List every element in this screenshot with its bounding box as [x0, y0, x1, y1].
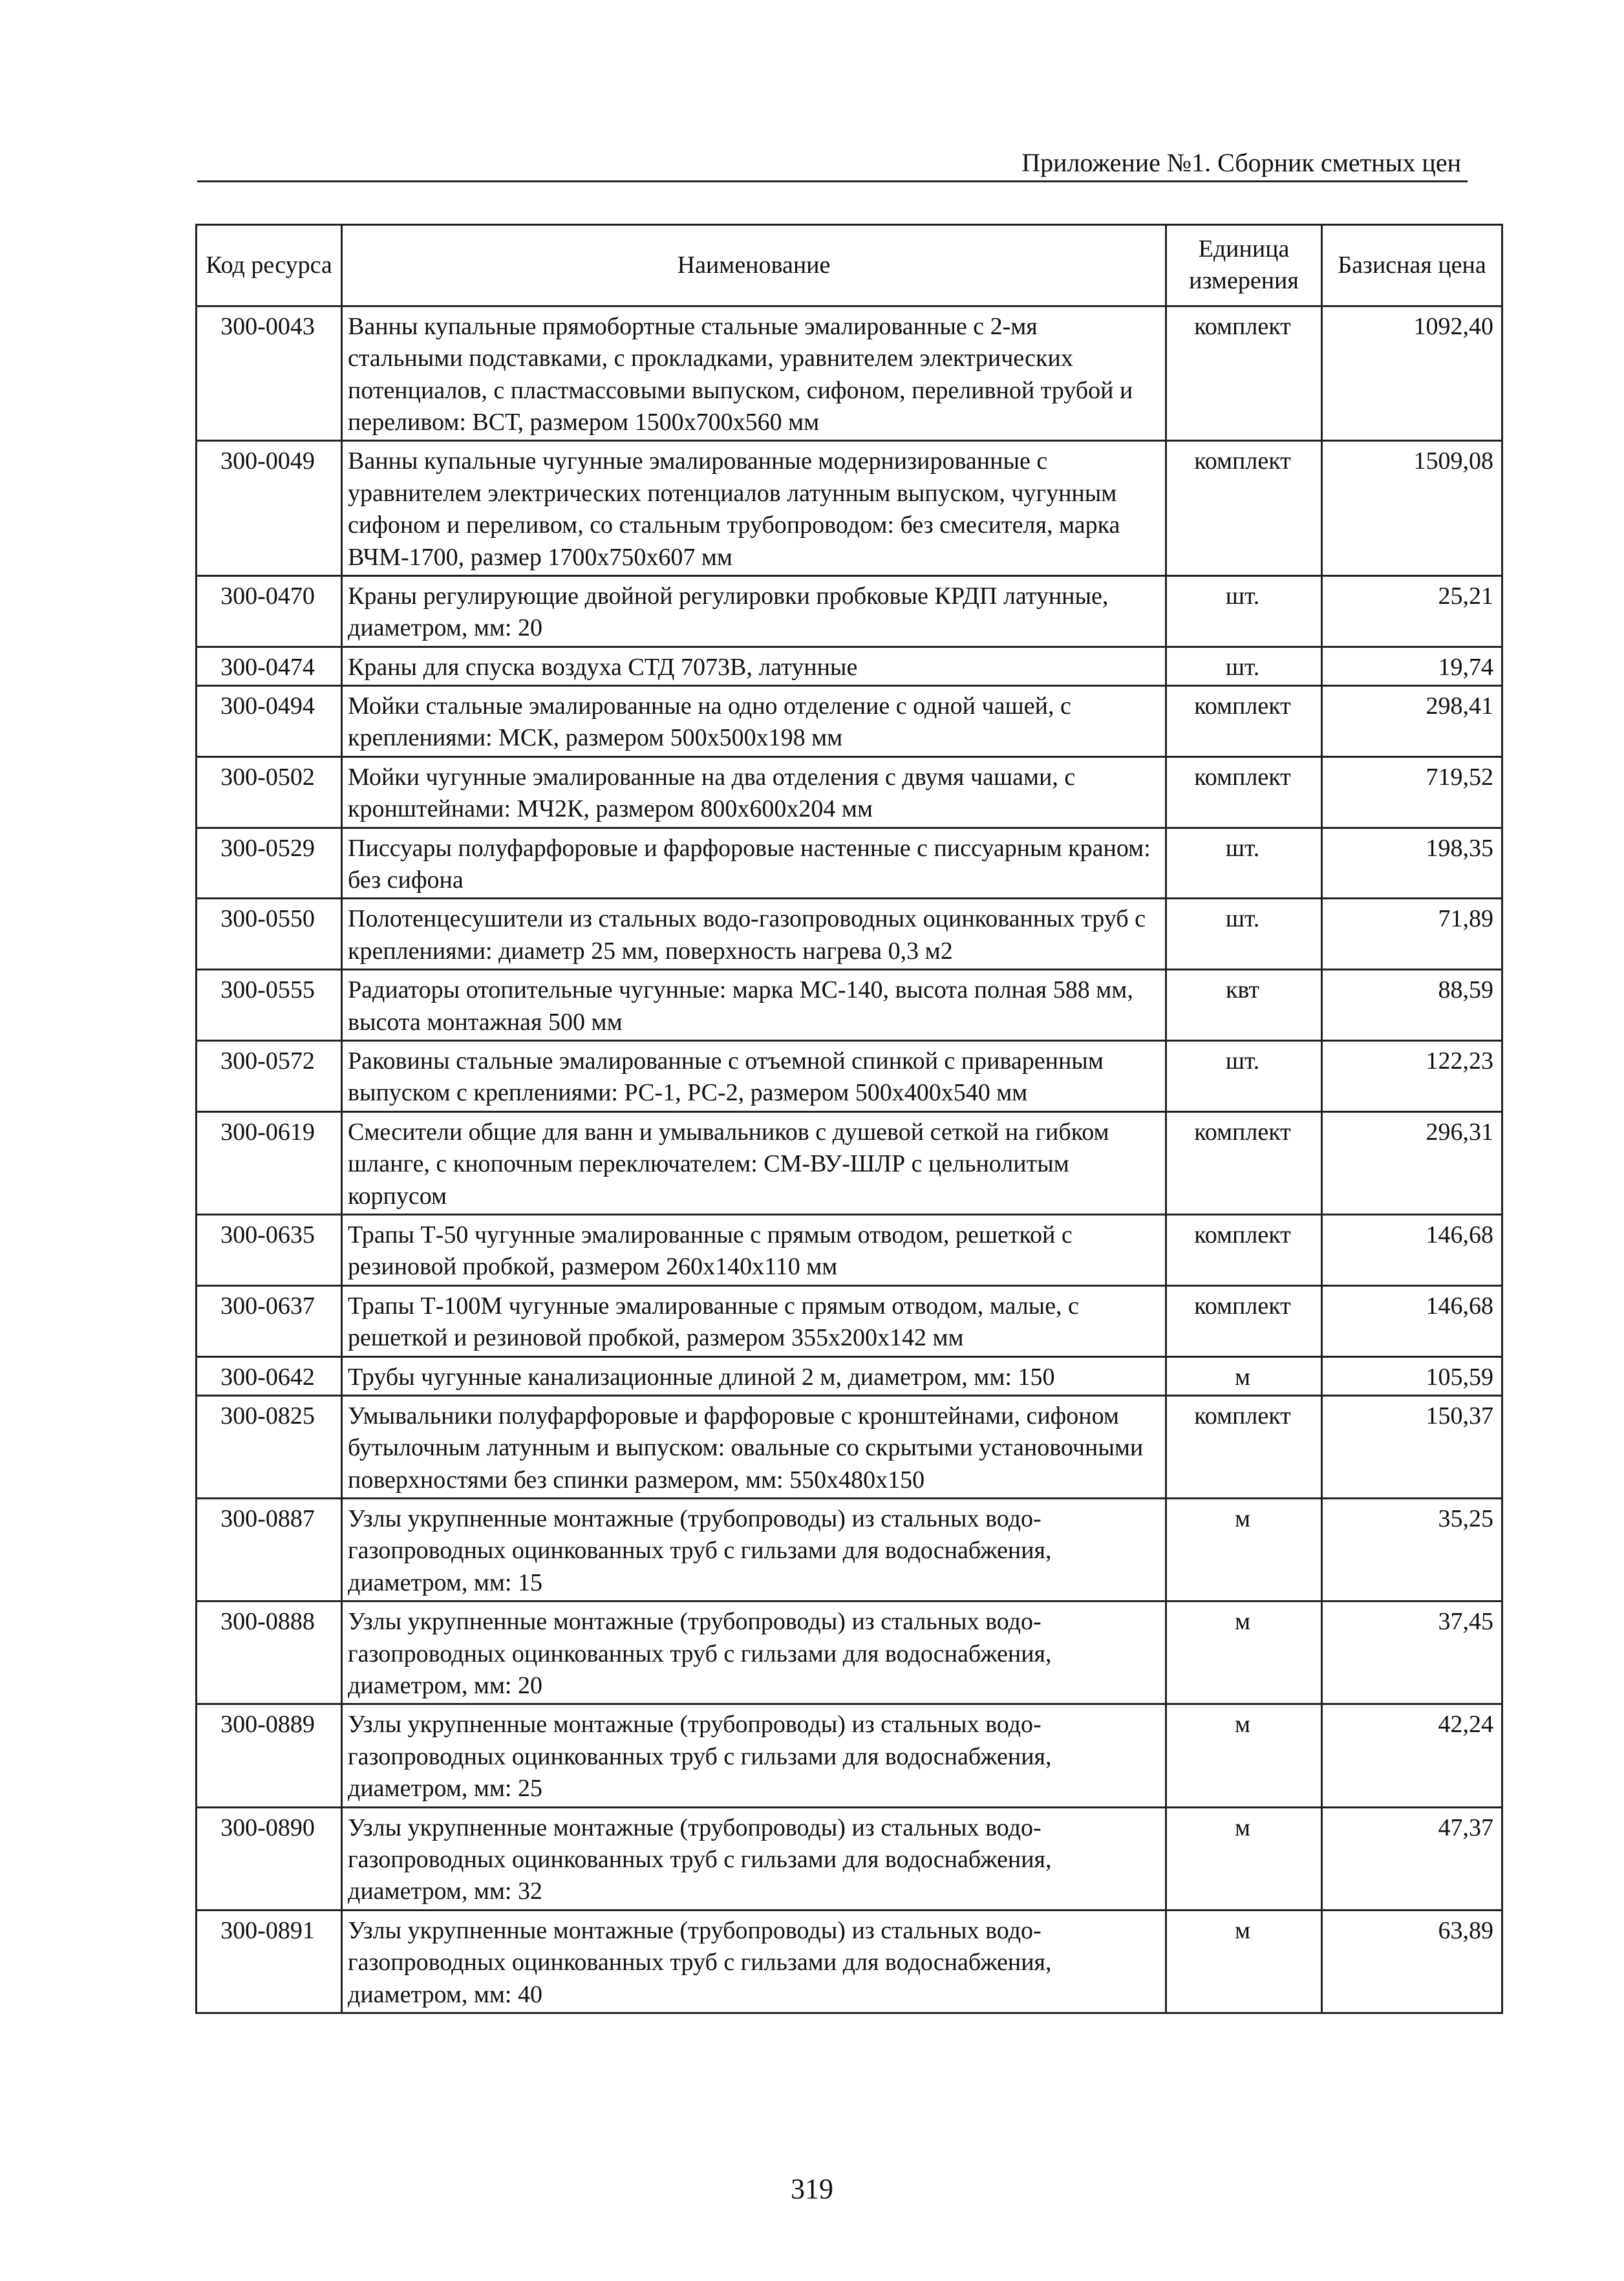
table-row [197, 1910, 1502, 2013]
cell-name: Краны регулирующие двойной регулировки пробковые КРДП латунные, диаметром, мм: 20 [342, 575, 1166, 647]
column-header-unit: Единица измерения [1166, 225, 1322, 306]
table-row [197, 970, 1502, 1041]
cell-unit: квт [1166, 970, 1322, 1041]
cell-price: 122,23 [1322, 1040, 1502, 1111]
table-row [197, 828, 1502, 899]
cell-price: 1092,40 [1322, 306, 1502, 441]
cell-code: 300-0891 [197, 1910, 342, 2013]
table-row [197, 1285, 1502, 1356]
cell-price: 296,31 [1322, 1111, 1502, 1214]
cell-unit: комплект [1166, 1395, 1322, 1498]
cell-name: Умывальники полуфарфоровые и фарфоровые с кронштейнами, сифоном бутылочным латунным и выпуском: овальные со скрытыми установочными поверхностями без спинки размером, мм: 550х480х150 [342, 1395, 1166, 1498]
cell-name: Полотенцесушители из стальных водо-газопроводных оцинкованных труб с креплениями: диаметр 25 мм, поверхность нагрева 0,3 м2 [342, 899, 1166, 970]
header-divider [197, 180, 1468, 182]
table-row [197, 1807, 1502, 1910]
table-row [197, 1214, 1502, 1285]
cell-unit: м [1166, 1499, 1322, 1601]
table-header [197, 225, 1502, 306]
cell-code: 300-0619 [197, 1111, 342, 1214]
cell-unit: шт. [1166, 899, 1322, 970]
cell-code: 300-0889 [197, 1704, 342, 1807]
cell-unit: комплект [1166, 306, 1322, 441]
cell-price: 88,59 [1322, 970, 1502, 1041]
table-row [197, 1111, 1502, 1214]
cell-name: Узлы укрупненные монтажные (трубопроводы) из стальных водо-газопроводных оцинкованных труб с гильзами для водоснабжения, диаметром, мм: 40 [342, 1910, 1166, 2013]
cell-unit: комплект [1166, 686, 1322, 757]
cell-name: Трубы чугунные канализационные длиной 2 м, диаметром, мм: 150 [342, 1356, 1166, 1395]
cell-price: 42,24 [1322, 1704, 1502, 1807]
cell-name: Писсуары полуфарфоровые и фарфоровые настенные с писсуарным краном: без сифона [342, 828, 1166, 899]
cell-name: Узлы укрупненные монтажные (трубопроводы) из стальных водо-газопроводных оцинкованных труб с гильзами для водоснабжения, диаметром, мм: 15 [342, 1499, 1166, 1601]
cell-unit: комплект [1166, 756, 1322, 828]
document-header-title: Приложение №1. Сборник сметных цен [1021, 148, 1461, 177]
page-number: 319 [791, 2173, 833, 2205]
cell-unit: м [1166, 1601, 1322, 1704]
cell-code: 300-0474 [197, 647, 342, 685]
cell-code: 300-0043 [197, 306, 342, 441]
cell-unit: комплект [1166, 1214, 1322, 1285]
cell-unit: м [1166, 1356, 1322, 1395]
cell-unit: комплект [1166, 441, 1322, 576]
table-row [197, 575, 1502, 647]
cell-code: 300-0494 [197, 686, 342, 757]
cell-price: 71,89 [1322, 899, 1502, 970]
cell-unit: комплект [1166, 1111, 1322, 1214]
cell-unit: шт. [1166, 1040, 1322, 1111]
cell-unit: шт. [1166, 647, 1322, 685]
cell-name: Ванны купальные чугунные эмалированные модернизированные с уравнителем электрических потенциалов латунным выпуском, чугунным сифоном и переливом, со стальным трубопроводом: без смесителя, марка ВЧМ-1700, размер 1700х750х607 мм [342, 441, 1166, 576]
cell-code: 300-0572 [197, 1040, 342, 1111]
cell-name: Узлы укрупненные монтажные (трубопроводы) из стальных водо-газопроводных оцинкованных труб с гильзами для водоснабжения, диаметром, мм: 20 [342, 1601, 1166, 1704]
cell-name: Радиаторы отопительные чугунные: марка МС-140, высота полная 588 мм, высота монтажная 500 мм [342, 970, 1166, 1041]
cell-code: 300-0470 [197, 575, 342, 647]
cell-code: 300-0529 [197, 828, 342, 899]
table-row [197, 1040, 1502, 1111]
cell-code: 300-0888 [197, 1601, 342, 1704]
price-table [195, 224, 1503, 2014]
cell-name: Трапы Т-100М чугунные эмалированные с прямым отводом, малые, с решеткой и резиновой пробкой, размером 355х200х142 мм [342, 1285, 1166, 1356]
cell-code: 300-0890 [197, 1807, 342, 1910]
cell-price: 35,25 [1322, 1499, 1502, 1601]
cell-price: 25,21 [1322, 575, 1502, 647]
cell-name: Мойки чугунные эмалированные на два отделения с двумя чашами, с кронштейнами: МЧ2К, размером 800х600х204 мм [342, 756, 1166, 828]
cell-price: 146,68 [1322, 1285, 1502, 1356]
cell-name: Мойки стальные эмалированные на одно отделение с одной чашей, с креплениями: МСК, размером 500х500х198 мм [342, 686, 1166, 757]
cell-name: Ванны купальные прямобортные стальные эмалированные с 2-мя стальными подставками, с прокладками, уравнителем электрических потенциалов, с пластмассовыми выпуском, сифоном, переливной трубой и переливом: ВСТ, размером 1500х700х560 мм [342, 306, 1166, 441]
table-row [197, 441, 1502, 576]
table-body [197, 306, 1502, 2013]
cell-code: 300-0642 [197, 1356, 342, 1395]
table-row [197, 1601, 1502, 1704]
cell-price: 150,37 [1322, 1395, 1502, 1498]
cell-unit: шт. [1166, 828, 1322, 899]
cell-price: 37,45 [1322, 1601, 1502, 1704]
cell-name: Краны для спуска воздуха СТД 7073В, латунные [342, 647, 1166, 685]
cell-price: 298,41 [1322, 686, 1502, 757]
table-row [197, 306, 1502, 441]
column-header-code: Код ресурса [197, 225, 342, 306]
table-row [197, 899, 1502, 970]
column-header-name: Наименование [342, 225, 1166, 306]
cell-name: Раковины стальные эмалированные с отъемной спинкой с приваренным выпуском с креплениями: РС-1, РС-2, размером 500х400х540 мм [342, 1040, 1166, 1111]
column-header-price: Базисная цена [1322, 225, 1502, 306]
cell-unit: м [1166, 1910, 1322, 2013]
cell-name: Узлы укрупненные монтажные (трубопроводы) из стальных водо-газопроводных оцинкованных труб с гильзами для водоснабжения, диаметром, мм: 32 [342, 1807, 1166, 1910]
cell-code: 300-0049 [197, 441, 342, 576]
cell-price: 63,89 [1322, 1910, 1502, 2013]
cell-code: 300-0887 [197, 1499, 342, 1601]
cell-price: 105,59 [1322, 1356, 1502, 1395]
cell-price: 719,52 [1322, 756, 1502, 828]
table-row [197, 647, 1502, 685]
cell-unit: м [1166, 1704, 1322, 1807]
cell-code: 300-0550 [197, 899, 342, 970]
table-row [197, 1356, 1502, 1395]
cell-unit: комплект [1166, 1285, 1322, 1356]
cell-name: Узлы укрупненные монтажные (трубопроводы) из стальных водо-газопроводных оцинкованных труб с гильзами для водоснабжения, диаметром, мм: 25 [342, 1704, 1166, 1807]
cell-price: 19,74 [1322, 647, 1502, 685]
cell-price: 47,37 [1322, 1807, 1502, 1910]
table-row [197, 1499, 1502, 1601]
cell-price: 1509,08 [1322, 441, 1502, 576]
table-row [197, 686, 1502, 757]
cell-unit: м [1166, 1807, 1322, 1910]
table-header-row [197, 225, 1502, 306]
table-row [197, 1395, 1502, 1498]
cell-code: 300-0555 [197, 970, 342, 1041]
cell-unit: шт. [1166, 575, 1322, 647]
cell-code: 300-0825 [197, 1395, 342, 1498]
cell-price: 198,35 [1322, 828, 1502, 899]
cell-name: Смесители общие для ванн и умывальников с душевой сеткой на гибком шланге, с кнопочным переключателем: СМ-ВУ-ШЛР с цельнолитым корпусом [342, 1111, 1166, 1214]
cell-code: 300-0637 [197, 1285, 342, 1356]
cell-code: 300-0502 [197, 756, 342, 828]
table-row [197, 1704, 1502, 1807]
cell-price: 146,68 [1322, 1214, 1502, 1285]
cell-name: Трапы Т-50 чугунные эмалированные с прямым отводом, решеткой с резиновой пробкой, размером 260х140х110 мм [342, 1214, 1166, 1285]
cell-code: 300-0635 [197, 1214, 342, 1285]
table-row [197, 756, 1502, 828]
